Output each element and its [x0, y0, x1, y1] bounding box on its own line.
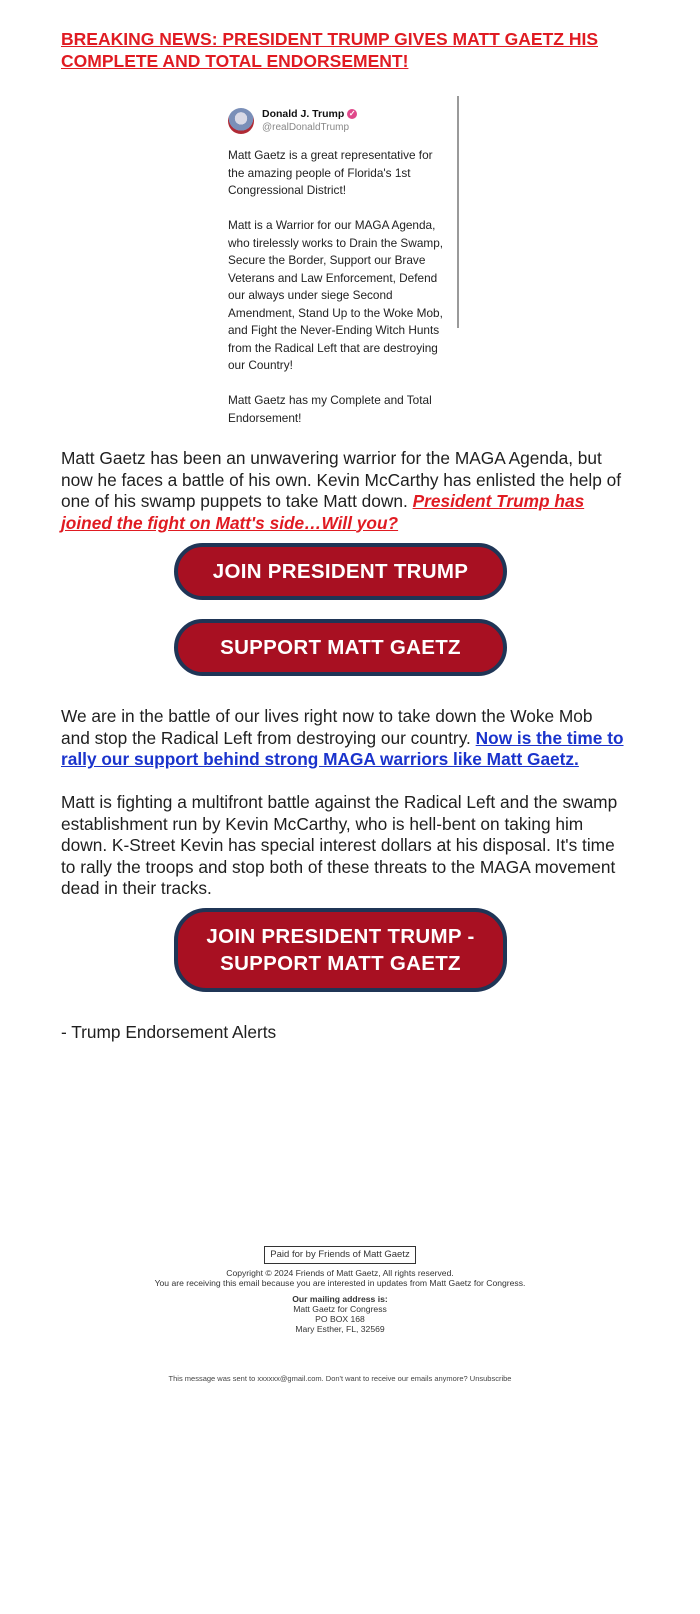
battle-paragraph — [61, 706, 626, 771]
join-trump-support-gaetz-button[interactable] — [174, 908, 507, 992]
tweet-author-name-text: Donald J. Trump — [262, 108, 345, 120]
tweet-scroll-divider — [457, 96, 459, 328]
headline-line1: BREAKING NEWS: PRESIDENT TRUMP GIVES MATT GAETZ HIS — [61, 29, 599, 49]
mailing-address-label: Our mailing address is: — [292, 1294, 388, 1304]
tweet-author-name — [262, 108, 357, 120]
address-line: Matt Gaetz for Congress — [293, 1304, 387, 1314]
tweet-paragraph: Matt Gaetz has my Complete and Total Endorsement! — [228, 393, 432, 425]
copyright: Copyright © 2024 Friends of Matt Gaetz, All rights reserved. — [226, 1268, 454, 1278]
battle-text: We are in the battle of our lives right now to take down the Woke Mob and stop the Radical Left from destroying our country. — [61, 706, 593, 748]
tweet-body — [228, 147, 452, 445]
signature: - Trump Endorsement Alerts — [61, 1022, 277, 1042]
intro-paragraph — [61, 448, 626, 534]
unsubscribe-notice[interactable] — [0, 1374, 680, 1384]
headline-link[interactable] — [61, 28, 621, 72]
support-matt-gaetz-button[interactable]: SUPPORT MATT GAETZ — [174, 619, 507, 676]
paid-for-box: Paid for by Friends of Matt Gaetz — [264, 1246, 415, 1264]
avatar — [228, 108, 254, 134]
trump-joined-link[interactable]: President Trump has joined the fight on Matt's side…Will you? — [61, 491, 585, 533]
button-line-2: SUPPORT MATT GAETZ — [220, 952, 461, 975]
verified-badge-icon: ✓ — [348, 109, 356, 118]
tweet-handle: @realDonaldTrump — [262, 122, 350, 133]
multifront-paragraph: Matt is fighting a multifront battle against the Radical Left and the swamp establishment run by Kevin McCarthy, who is hell-bent on taking him down. K-Street Kevin has special interest dollars at his disposal. It's time to rally the troops and stop both of these threats to the MAGA movement dead in their tracks. — [61, 792, 618, 898]
subscription-reason: You are receiving this email because you are interested in updates from Matt Gaetz for Congress. — [154, 1278, 526, 1288]
sent-to-text: This message was sent to xxxxxx@gmail.com. Don't want to receive our emails anymore? Unsubscribe — [168, 1374, 512, 1383]
headline-line2: COMPLETE AND TOTAL ENDORSEMENT! — [61, 51, 409, 71]
tweet-paragraph: Matt is a Warrior for our MAGA Agenda, who tirelessly works to Drain the Swamp, Secure the Border, Support our Brave Veterans and Law Enforcement, Defend our always under siege Second Amendment, Stand Up to the Woke Mob, and Fight the Never-Ending Witch Hunts from the Radical Left that are destroying our Country! — [228, 218, 444, 372]
intro-text: Matt Gaetz has been an unwavering warrior for the MAGA Agenda, but now he faces a battle of his own. Kevin McCarthy has enlisted the help of one of his swamp puppets to take Matt down. — [61, 448, 622, 511]
tweet-paragraph: Matt Gaetz is a great representative for the amazing people of Florida's 1st Congressional District! — [228, 148, 433, 197]
footer — [0, 1246, 680, 1334]
address-line: Mary Esther, FL, 32569 — [295, 1324, 385, 1334]
button-line-1: JOIN PRESIDENT TRUMP - — [206, 925, 475, 948]
join-president-trump-button[interactable]: JOIN PRESIDENT TRUMP — [174, 543, 507, 600]
address-line: PO BOX 168 — [315, 1314, 365, 1324]
rally-support-link[interactable]: Now is the time to rally our support behind strong MAGA warriors like Matt Gaetz. — [61, 727, 624, 769]
